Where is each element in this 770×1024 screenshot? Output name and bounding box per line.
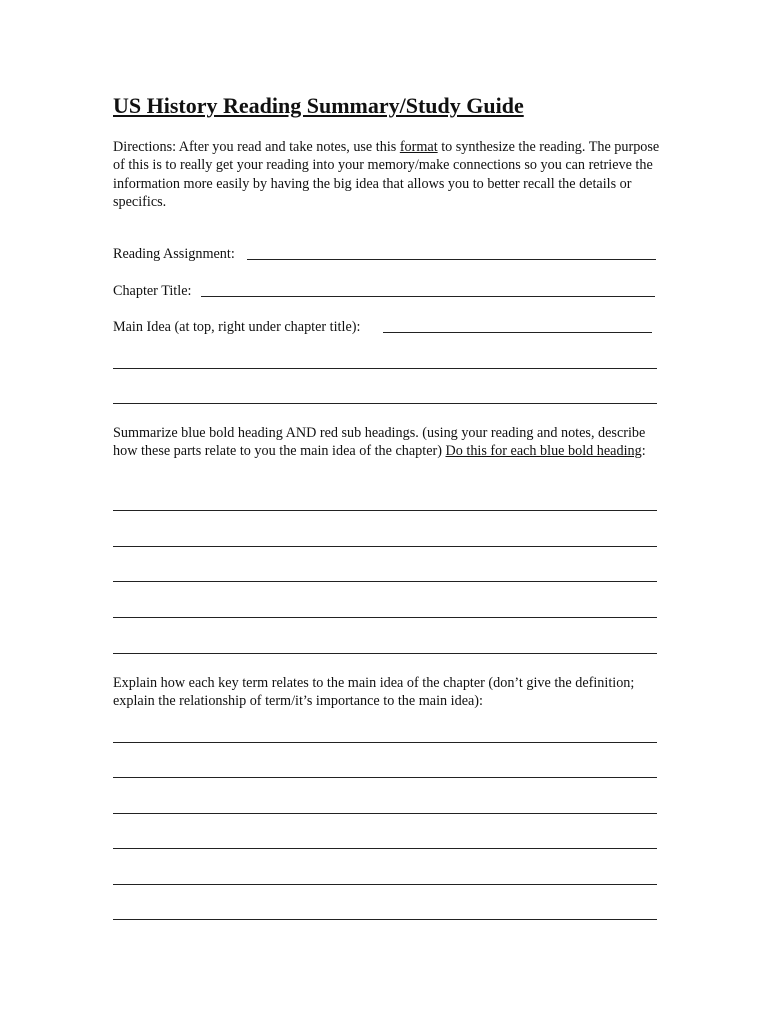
summarize-colon: : [641,443,646,460]
chapter-title-line[interactable] [201,296,655,297]
summary-line-4[interactable] [113,617,657,618]
chapter-title-label: Chapter Title: [113,283,192,299]
main-idea-line-2[interactable] [113,368,657,369]
directions-text-start: Directions: After you read and take notes, use this [113,139,400,155]
summarize-text: Summarize blue bold heading AND red sub headings. (using your reading and notes, describe how these parts relate to you the main idea of the chapter) [113,425,646,460]
key-term-line-3[interactable] [113,813,657,814]
summarize-instructions [113,424,661,461]
reading-assignment-line[interactable] [247,259,656,260]
key-term-line-6[interactable] [113,919,657,920]
summary-line-3[interactable] [113,581,657,582]
key-term-line-5[interactable] [113,884,657,885]
directions-paragraph [113,138,661,211]
summary-line-2[interactable] [113,546,657,547]
main-idea-line-3[interactable] [113,403,657,404]
key-term-line-2[interactable] [113,777,657,778]
directions-text-end: to synthesize the reading. The purpose of this is to really get your reading into your memory/make connections so you can retrieve the information more easily by having the big idea that allows you to better recall the details or specifics. [113,139,660,210]
summary-line-5[interactable] [113,653,657,654]
explain-instructions: Explain how each key term relates to the main idea of the chapter (don’t give the definition; explain the relationship of term/it’s importance to the main idea): [113,675,635,710]
reading-assignment-label: Reading Assignment: [113,246,235,262]
key-term-line-4[interactable] [113,848,657,849]
summary-line-1[interactable] [113,510,657,511]
key-term-line-1[interactable] [113,742,657,743]
main-idea-label: Main Idea (at top, right under chapter title): [113,319,361,335]
summarize-underlined: Do this for each blue bold heading [445,443,642,460]
main-idea-line[interactable] [383,332,652,333]
format-link[interactable]: format [399,139,438,155]
page-title: US History Reading Summary/Study Guide [113,93,524,118]
